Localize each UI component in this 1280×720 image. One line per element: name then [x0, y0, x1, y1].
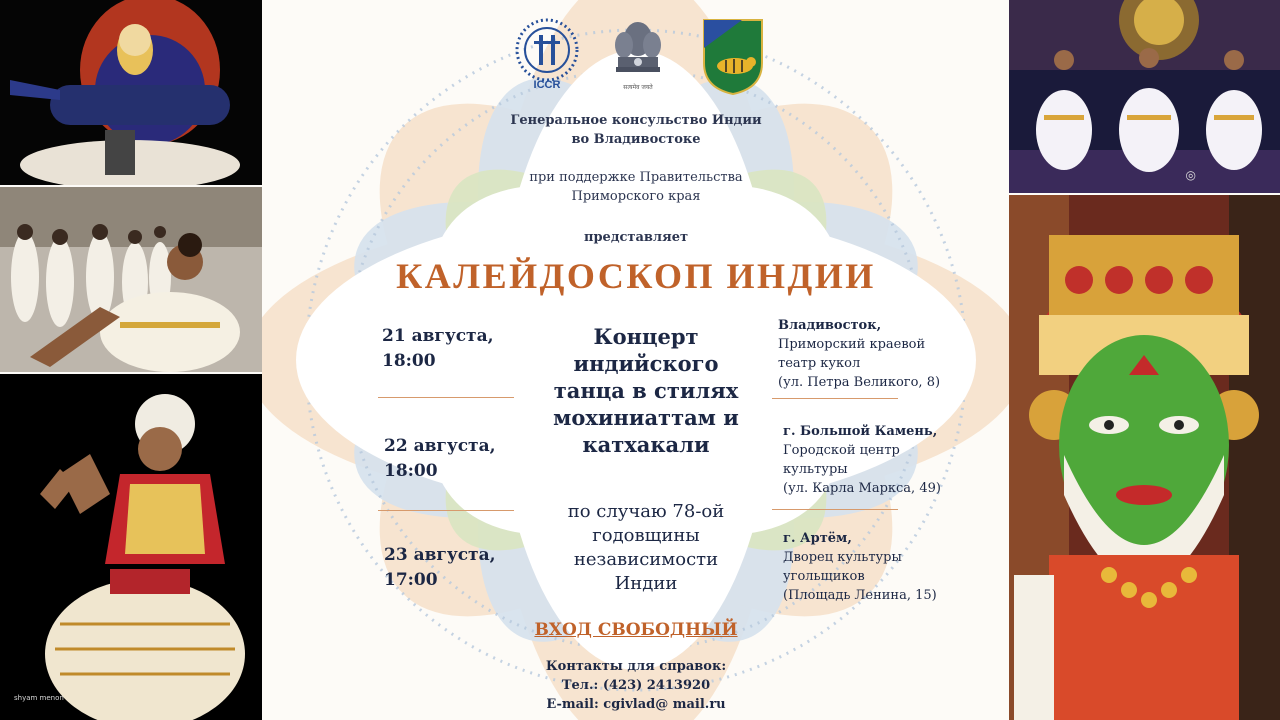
concert-line-1: Концерт: [593, 324, 699, 349]
primorsky-coat-of-arms: [702, 18, 764, 96]
venue-divider-2: [772, 509, 898, 510]
contacts-block: [486, 657, 786, 714]
venue-3-line-3: (Площадь Ленина, 15): [783, 588, 937, 603]
org-line-1: Генеральное консульство Индии: [510, 113, 762, 128]
poster: [262, 0, 1009, 720]
venue-1-city: Владивосток,: [778, 318, 882, 333]
venue-1-line-1: Приморский краевой: [778, 337, 926, 352]
venue-2: [783, 422, 993, 498]
iccr-logo: [512, 17, 582, 97]
email-address: cgivlad@ mail.ru: [603, 697, 726, 712]
date-3-time: 17:00: [384, 570, 438, 590]
date-divider-1: [378, 397, 514, 398]
date-3-day: 23 августа,: [384, 545, 496, 565]
venue-2-line-2: культуры: [783, 462, 848, 477]
date-2-day: 22 августа,: [384, 436, 496, 456]
contacts-email: [486, 695, 786, 714]
occasion-line-1: по случаю 78-ой: [567, 501, 725, 522]
presents-text: представляет: [583, 230, 689, 245]
contacts-heading: Контакты для справок:: [545, 659, 727, 674]
date-3: [384, 543, 524, 593]
support-text: [436, 168, 836, 206]
occasion-line-2: годовщины: [592, 525, 700, 546]
venue-1-line-3: (ул. Петра Великого, 8): [778, 375, 941, 390]
free-entry-text: ВХОД СВОБОДНЫЙ: [534, 620, 738, 640]
date-divider-2: [378, 510, 514, 511]
photo-kathakali-face-closeup: [1009, 195, 1280, 720]
date-1-time: 18:00: [382, 351, 436, 371]
org-name: [436, 111, 836, 149]
photo-credit: shyam menon: [14, 694, 64, 702]
date-1-day: 21 августа,: [382, 326, 494, 346]
venue-3-city: г. Артём,: [783, 531, 852, 546]
support-line-1: при поддержке Правительства: [529, 170, 743, 185]
photo-kathakali-performer-left: [0, 0, 262, 185]
occasion-line-3: независимости: [573, 549, 719, 570]
emblem-motto: सत्यमेव जयते: [623, 84, 653, 91]
venue-3: [783, 529, 993, 605]
venue-2-city: г. Большой Камень,: [783, 424, 938, 439]
email-label: E-mail:: [546, 697, 599, 712]
venue-2-line-3: (ул. Карла Маркса, 49): [783, 481, 941, 496]
phone-label: Тел.: (423): [561, 678, 643, 693]
date-2: [384, 434, 524, 484]
venue-3-line-1: Дворец культуры: [783, 550, 902, 565]
date-2-time: 18:00: [384, 461, 438, 481]
venue-1: [778, 316, 988, 392]
camera-icon: ◎: [1185, 168, 1196, 182]
photo-mohiniyattam-dancers-group: [0, 187, 262, 372]
support-line-2: Приморского края: [571, 189, 701, 204]
date-1: [382, 324, 522, 374]
occasion-line-4: Индии: [614, 573, 678, 594]
concert-title: [524, 323, 768, 458]
concert-line-2: индийского: [573, 351, 719, 376]
venue-3-line-2: угольщиков: [783, 569, 865, 584]
venue-2-line-1: Городской центр: [783, 443, 900, 458]
contacts-phone: [486, 676, 786, 695]
event-title: КАЛЕЙДОСКОП ИНДИИ: [396, 256, 876, 296]
venue-1-line-2: театр кукол: [778, 356, 861, 371]
photo-mohiniyattam-dancer-solo: [0, 374, 262, 720]
iccr-text: ICCR: [533, 79, 561, 91]
occasion-text: [524, 500, 768, 596]
photo-dance-trio-stage: [1009, 0, 1280, 193]
concert-line-4: мохиниаттам и: [553, 405, 739, 430]
concert-line-5: катхакали: [582, 432, 710, 457]
venue-divider-1: [772, 398, 898, 399]
phone-number: 2413920: [646, 678, 711, 693]
concert-line-3: танца в стилях: [553, 378, 739, 403]
national-emblem: [608, 17, 668, 97]
org-line-2: во Владивостоке: [571, 132, 701, 147]
